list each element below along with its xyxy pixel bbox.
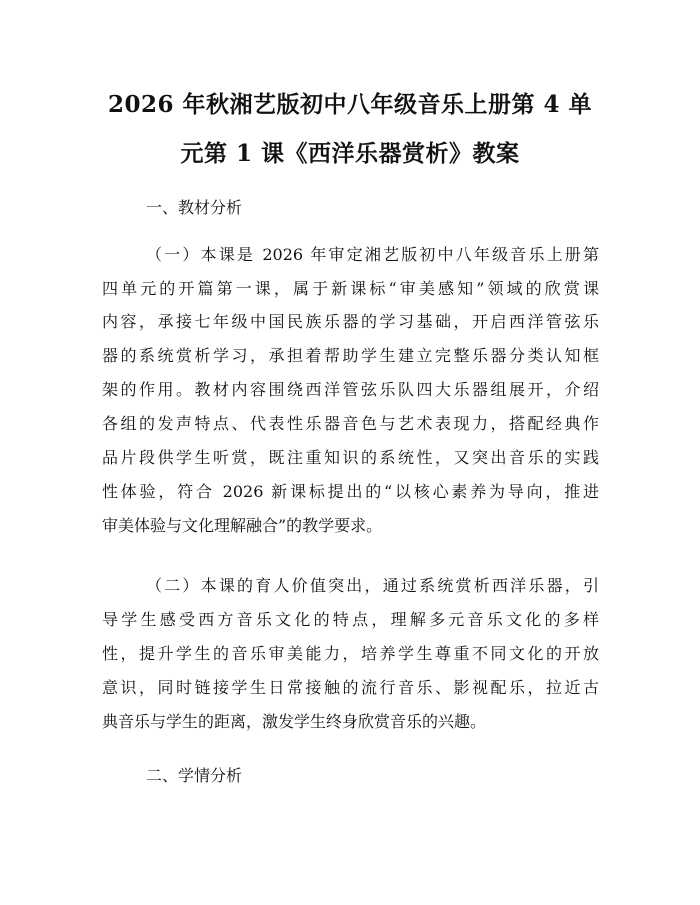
paragraph-line: 四单元的开篇第一课，属于新课标“审美感知”领域的欣赏课 [102, 279, 599, 298]
paragraph-line: 品片段供学生听赏，既注重知识的系统性，又突出音乐的实践 [102, 448, 599, 467]
paragraph-line: （二）本课的育人价值突出，通过系统赏析西洋乐器，引 [146, 576, 599, 595]
paragraph-line: （一）本课是 2026 年审定湘艺版初中八年级音乐上册第 [146, 245, 599, 264]
paragraph-line: 性体验，符合 2026 新课标提出的“以核心素养为导向，推进 [102, 482, 599, 501]
paragraph-line: 审美体验与文化理解融合”的教学要求。 [102, 516, 383, 535]
paragraph-line: 各组的发声特点、代表性乐器音色与艺术表现力，搭配经典作 [102, 414, 599, 433]
paragraph-line: 典音乐与学生的距离，激发学生终身欣赏音乐的兴趣。 [102, 712, 487, 731]
paragraph-line: 导学生感受西方音乐文化的特点，理解多元音乐文化的多样 [102, 610, 599, 629]
paragraph-line: 架的作用。教材内容围绕西洋管弦乐队四大乐器组展开，介绍 [102, 380, 599, 399]
section-heading-textbook-analysis: 一、教材分析 [146, 198, 243, 217]
paragraph-line: 内容，承接七年级中国民族乐器的学习基础，开启西洋管弦乐 [102, 312, 599, 331]
paragraph-line: 意识，同时链接学生日常接触的流行音乐、影视配乐，拉近古 [102, 678, 599, 697]
paragraph-line: 器的系统赏析学习，承担着帮助学生建立完整乐器分类认知框 [102, 346, 599, 365]
document-title-line-2: 元第 1 课《西洋乐器赏析》教案 [180, 140, 520, 167]
section-heading-learner-analysis: 二、学情分析 [146, 766, 243, 785]
document-title-line-1: 2026 年秋湘艺版初中八年级音乐上册第 4 单 [107, 91, 593, 118]
paragraph-line: 性，提升学生的音乐审美能力，培养学生尊重不同文化的开放 [102, 644, 599, 663]
